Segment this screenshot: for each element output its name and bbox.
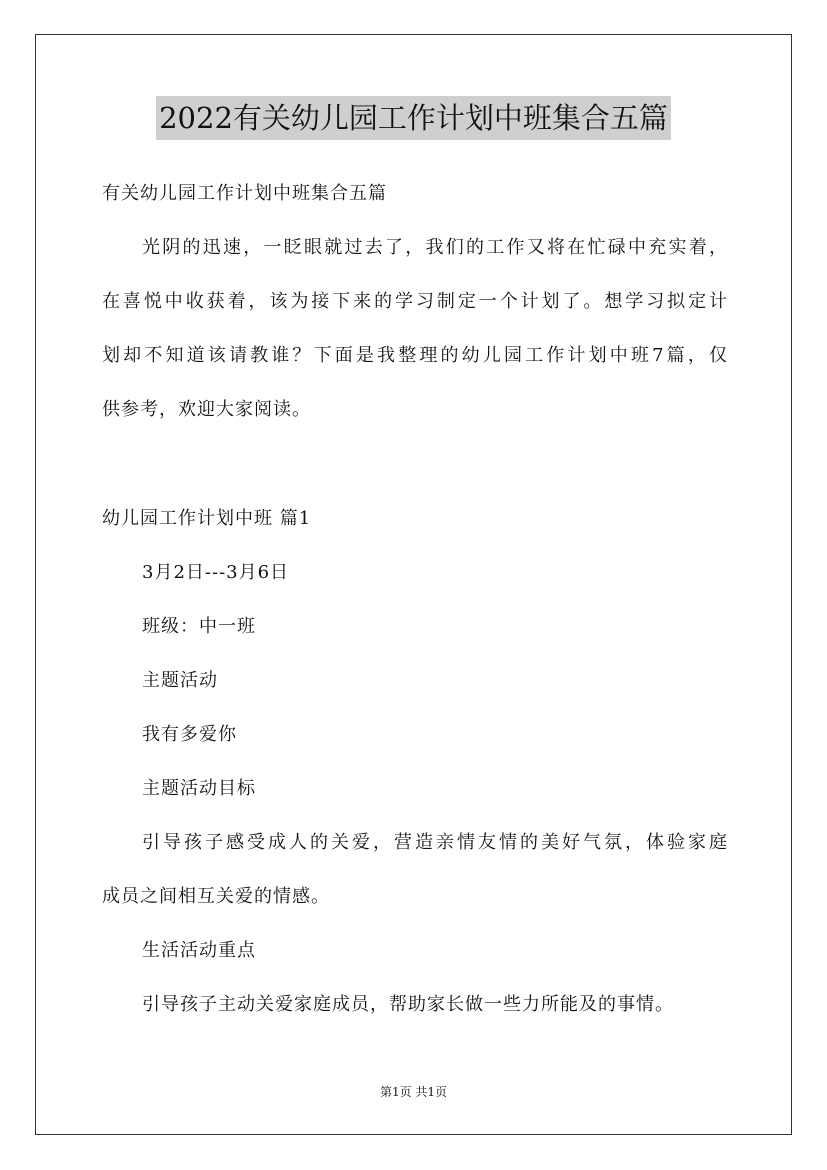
goal-line-2: 成员之间相互关爱的情感。: [102, 886, 330, 907]
life-text: 引导孩子主动关爱家庭成员，帮助家长做一些力所能及的事情。: [142, 994, 674, 1015]
document-subtitle: 有关幼儿园工作计划中班集合五篇: [102, 183, 387, 204]
class-label: 班级：中一班: [142, 616, 256, 637]
goal-line-1: 引导孩子感受成人的关爱，营造亲情友情的美好气氛，体验家庭: [142, 832, 728, 853]
date-range: 3月2日---3月6日: [142, 562, 290, 583]
intro-line-3: 划却不知道该请教谁？下面是我整理的幼儿园工作计划中班7篇，仅: [102, 345, 728, 366]
goal-label: 主题活动目标: [142, 778, 256, 799]
theme-name: 我有多爱你: [142, 724, 237, 745]
section-heading: 幼儿园工作计划中班 篇1: [102, 508, 312, 529]
theme-label: 主题活动: [142, 670, 218, 691]
intro-line-2: 在喜悦中收获着，该为接下来的学习制定一个计划了。想学习拟定计: [102, 291, 728, 312]
page-footer: 第1页 共1页: [379, 1085, 448, 1099]
life-label: 生活活动重点: [142, 940, 256, 961]
title-container: [0, 96, 827, 140]
intro-line-4: 供参考，欢迎大家阅读。: [102, 399, 311, 420]
intro-line-1: 光阴的迅速，一眨眼就过去了，我们的工作又将在忙碌中充实着，: [142, 237, 728, 258]
document-title: 2022有关幼儿园工作计划中班集合五篇: [156, 96, 671, 140]
